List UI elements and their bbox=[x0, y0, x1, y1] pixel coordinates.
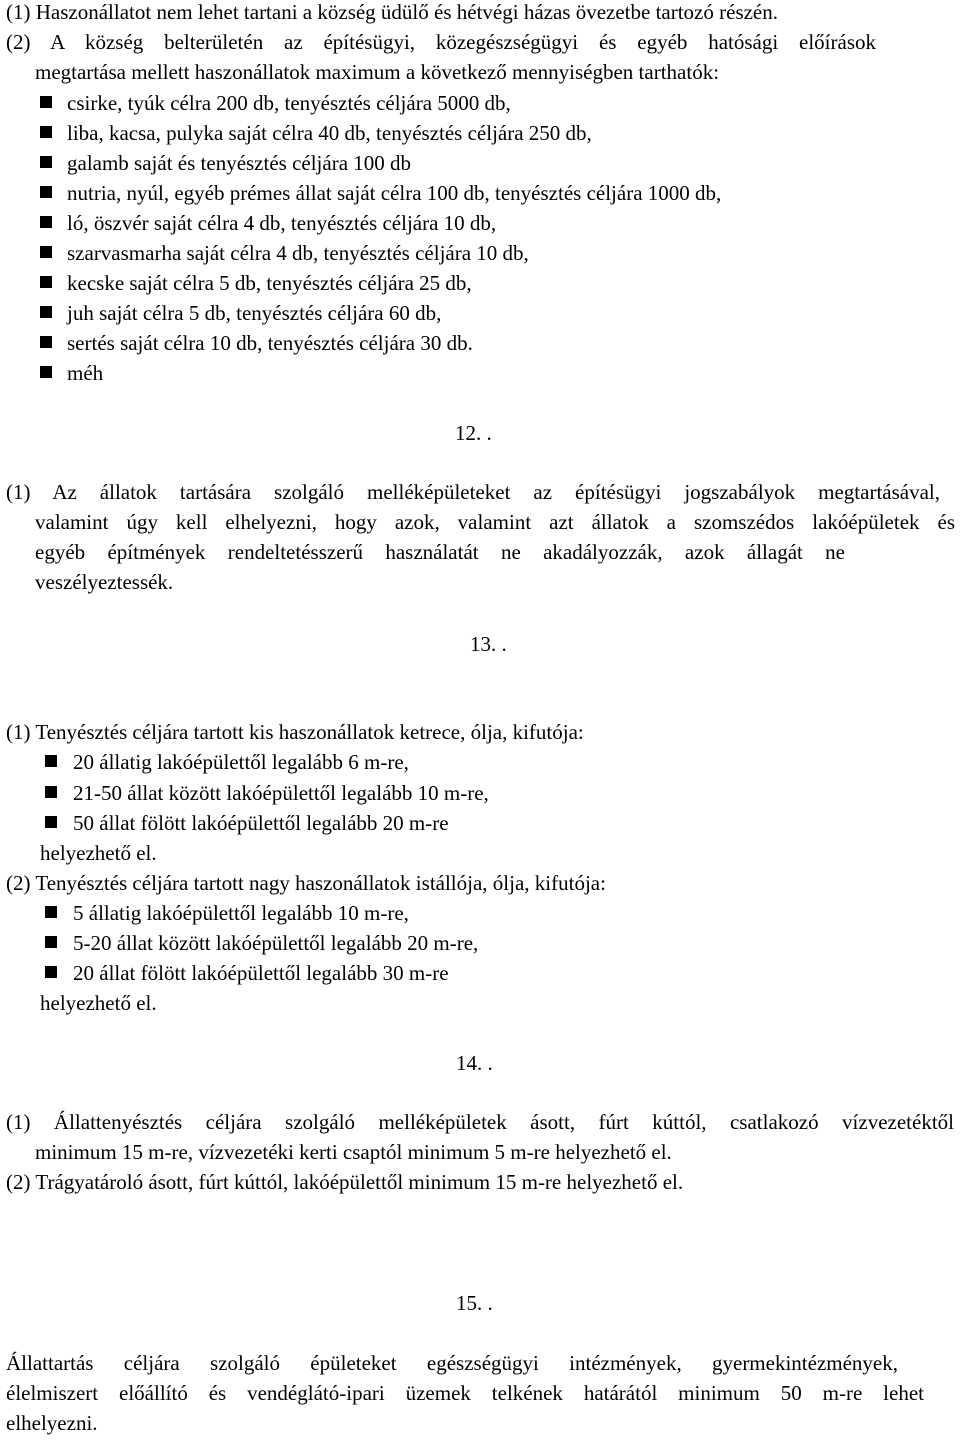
paragraph-1: (1) Haszonállatot nem lehet tartani a község üdülő és hétvégi házas övezetbe tartozó részén. bbox=[6, 0, 779, 24]
paragraph-2-line-2: megtartása mellett haszonállatok maximum a következő mennyiségben tarthatók: bbox=[35, 60, 720, 84]
paragraph-1-line-2: minimum 15 m-re, vízvezetéki kerti csaptól minimum 5 m-re helyezhető el. bbox=[35, 1140, 672, 1164]
paragraph-line: veszélyeztessék. bbox=[35, 570, 174, 594]
paragraph-tail: helyezhető el. bbox=[40, 841, 157, 865]
bullet-square-icon bbox=[40, 336, 52, 348]
bullet-square-icon bbox=[40, 96, 52, 108]
paragraph-tail: helyezhető el. bbox=[40, 991, 157, 1015]
section-heading-12: 12. . bbox=[455, 421, 492, 445]
bullet-square-icon bbox=[45, 906, 57, 918]
bullet-square-icon bbox=[45, 755, 57, 767]
bullet-square-icon bbox=[40, 366, 52, 378]
bullet-square-icon bbox=[40, 216, 52, 228]
document-page: (1) Haszonállatot nem lehet tartani a község üdülő és hétvégi házas övezetbe tartozó részén. (2) A község belterületén az építésügyi, közegészségügyi és egyéb hatósági előírások megtartása mellett haszonállatok maximum a következő mennyiségben tarthatók: csirke, tyúk célra 200 db, tenyésztés céljára 5000 db, liba, kacsa, pulyka saját célra 40 db, tenyésztés céljára 250 db, galamb saját és tenyésztés céljára 100 db nutria, nyúl, egyéb prémes állat saját célra 100 db, tenyésztés céljára 1000 db, ló, öszvér saját célra 4 db, tenyésztés céljára 10 db, szarvasmarha saját célra 4 db, tenyésztés céljára 10 db, kecske saját célra 5 db, tenyésztés céljára 25 db, juh saját célra 5 db, tenyésztés céljára 60 db, sertés saját célra 10 db, tenyésztés céljára 30 db. méh 12. . (1) Az állatok tartására szolgáló melléképületeket az építésügyi jogszabályok megtartásával, valamint úgy kell elhelyezni, hogy azok, valamint azt állatok a szomszédos lakóépületek és egyéb építmények rendeltetésszerű használatát ne akadályozzák, azok állagát ne veszélyeztessék. 13. . (1) Tenyésztés céljára tartott kis haszonállatok ketrece, ólja, kifutója: 20 állatig lakóépülettől legalább 6 m-re, 21-50 állat között lakóépülettől legalább 10 m-re, 50 állat fölött lakóépülettől legalább 20 m-re helyezhető el. (2) Tenyésztés céljára tartott nagy haszonállatok istállója, ólja, kifutója: 5 állatig lakóépülettől legalább 10 m-re, 5-20 állat között lakóépülettől legalább 20 m-re, 20 állat fölött lakóépülettől legalább 30 m-re helyezhető el. 14. . (1) Állattenyésztés céljára szolgáló melléképületek ásott, fúrt kúttól, csatlakozó vízvezetéktől minimum 15 m-re, vízvezetéki kerti csaptól minimum 5 m-re helyezhető el. (2) Trágyatároló ásott, fúrt kúttól, lakóépülettől minimum 15 m-re helyezhető el. 15. . Állattartás céljára szolgáló épületeket egészségügyi intézmények, gyermekintézmények, élelmiszert előállító és vendéglátó-ipari üzemek telkének határától minimum 50 m-re lehet elhelyezni. bbox=[0, 0, 960, 1440]
bullet-square-icon bbox=[45, 936, 57, 948]
paragraph-line: (1) Az állatok tartására szolgáló melléképületeket az építésügyi jogszabályok megtartásával, bbox=[6, 480, 940, 504]
paragraph-line: Állattartás céljára szolgáló épületeket egészségügyi intézmények, gyermekintézmények, bbox=[6, 1351, 898, 1375]
section-heading-14: 14. . bbox=[456, 1051, 493, 1075]
bullet-square-icon bbox=[45, 966, 57, 978]
bullet-square-icon bbox=[40, 126, 52, 138]
bullet-square-icon bbox=[40, 306, 52, 318]
paragraph-1: (1) Tenyésztés céljára tartott kis haszonállatok ketrece, ólja, kifutója: bbox=[6, 720, 584, 744]
paragraph-line: valamint úgy kell elhelyezni, hogy azok, valamint azt állatok a szomszédos lakóépületek és bbox=[35, 510, 955, 534]
paragraph-line: élelmiszert előállító és vendéglátó-ipari üzemek telkének határától minimum 50 m-re lehet bbox=[6, 1381, 924, 1405]
bullet-square-icon bbox=[40, 156, 52, 168]
paragraph-2-line-1: (2) A község belterületén az építésügyi, közegészségügyi és egyéb hatósági előírások bbox=[6, 30, 876, 54]
paragraph-2: (2) Trágyatároló ásott, fúrt kúttól, lakóépülettől minimum 15 m-re helyezhető el. bbox=[6, 1170, 684, 1194]
bullet-square-icon bbox=[45, 786, 57, 798]
paragraph-2: (2) Tenyésztés céljára tartott nagy haszonállatok istállója, ólja, kifutója: bbox=[6, 871, 606, 895]
bullet-square-icon bbox=[45, 816, 57, 828]
bullet-square-icon bbox=[40, 276, 52, 288]
section-heading-15: 15. . bbox=[456, 1291, 493, 1315]
bullet-square-icon bbox=[40, 186, 52, 198]
paragraph-1-line-1: (1) Állattenyésztés céljára szolgáló melléképületek ásott, fúrt kúttól, csatlakozó vízvezetéktől bbox=[6, 1110, 954, 1134]
paragraph-line: egyéb építmények rendeltetésszerű használatát ne akadályozzák, azok állagát ne bbox=[35, 540, 845, 564]
bullet-square-icon bbox=[40, 246, 52, 258]
section-heading-13: 13. . bbox=[470, 632, 507, 656]
paragraph-line: elhelyezni. bbox=[6, 1411, 98, 1435]
